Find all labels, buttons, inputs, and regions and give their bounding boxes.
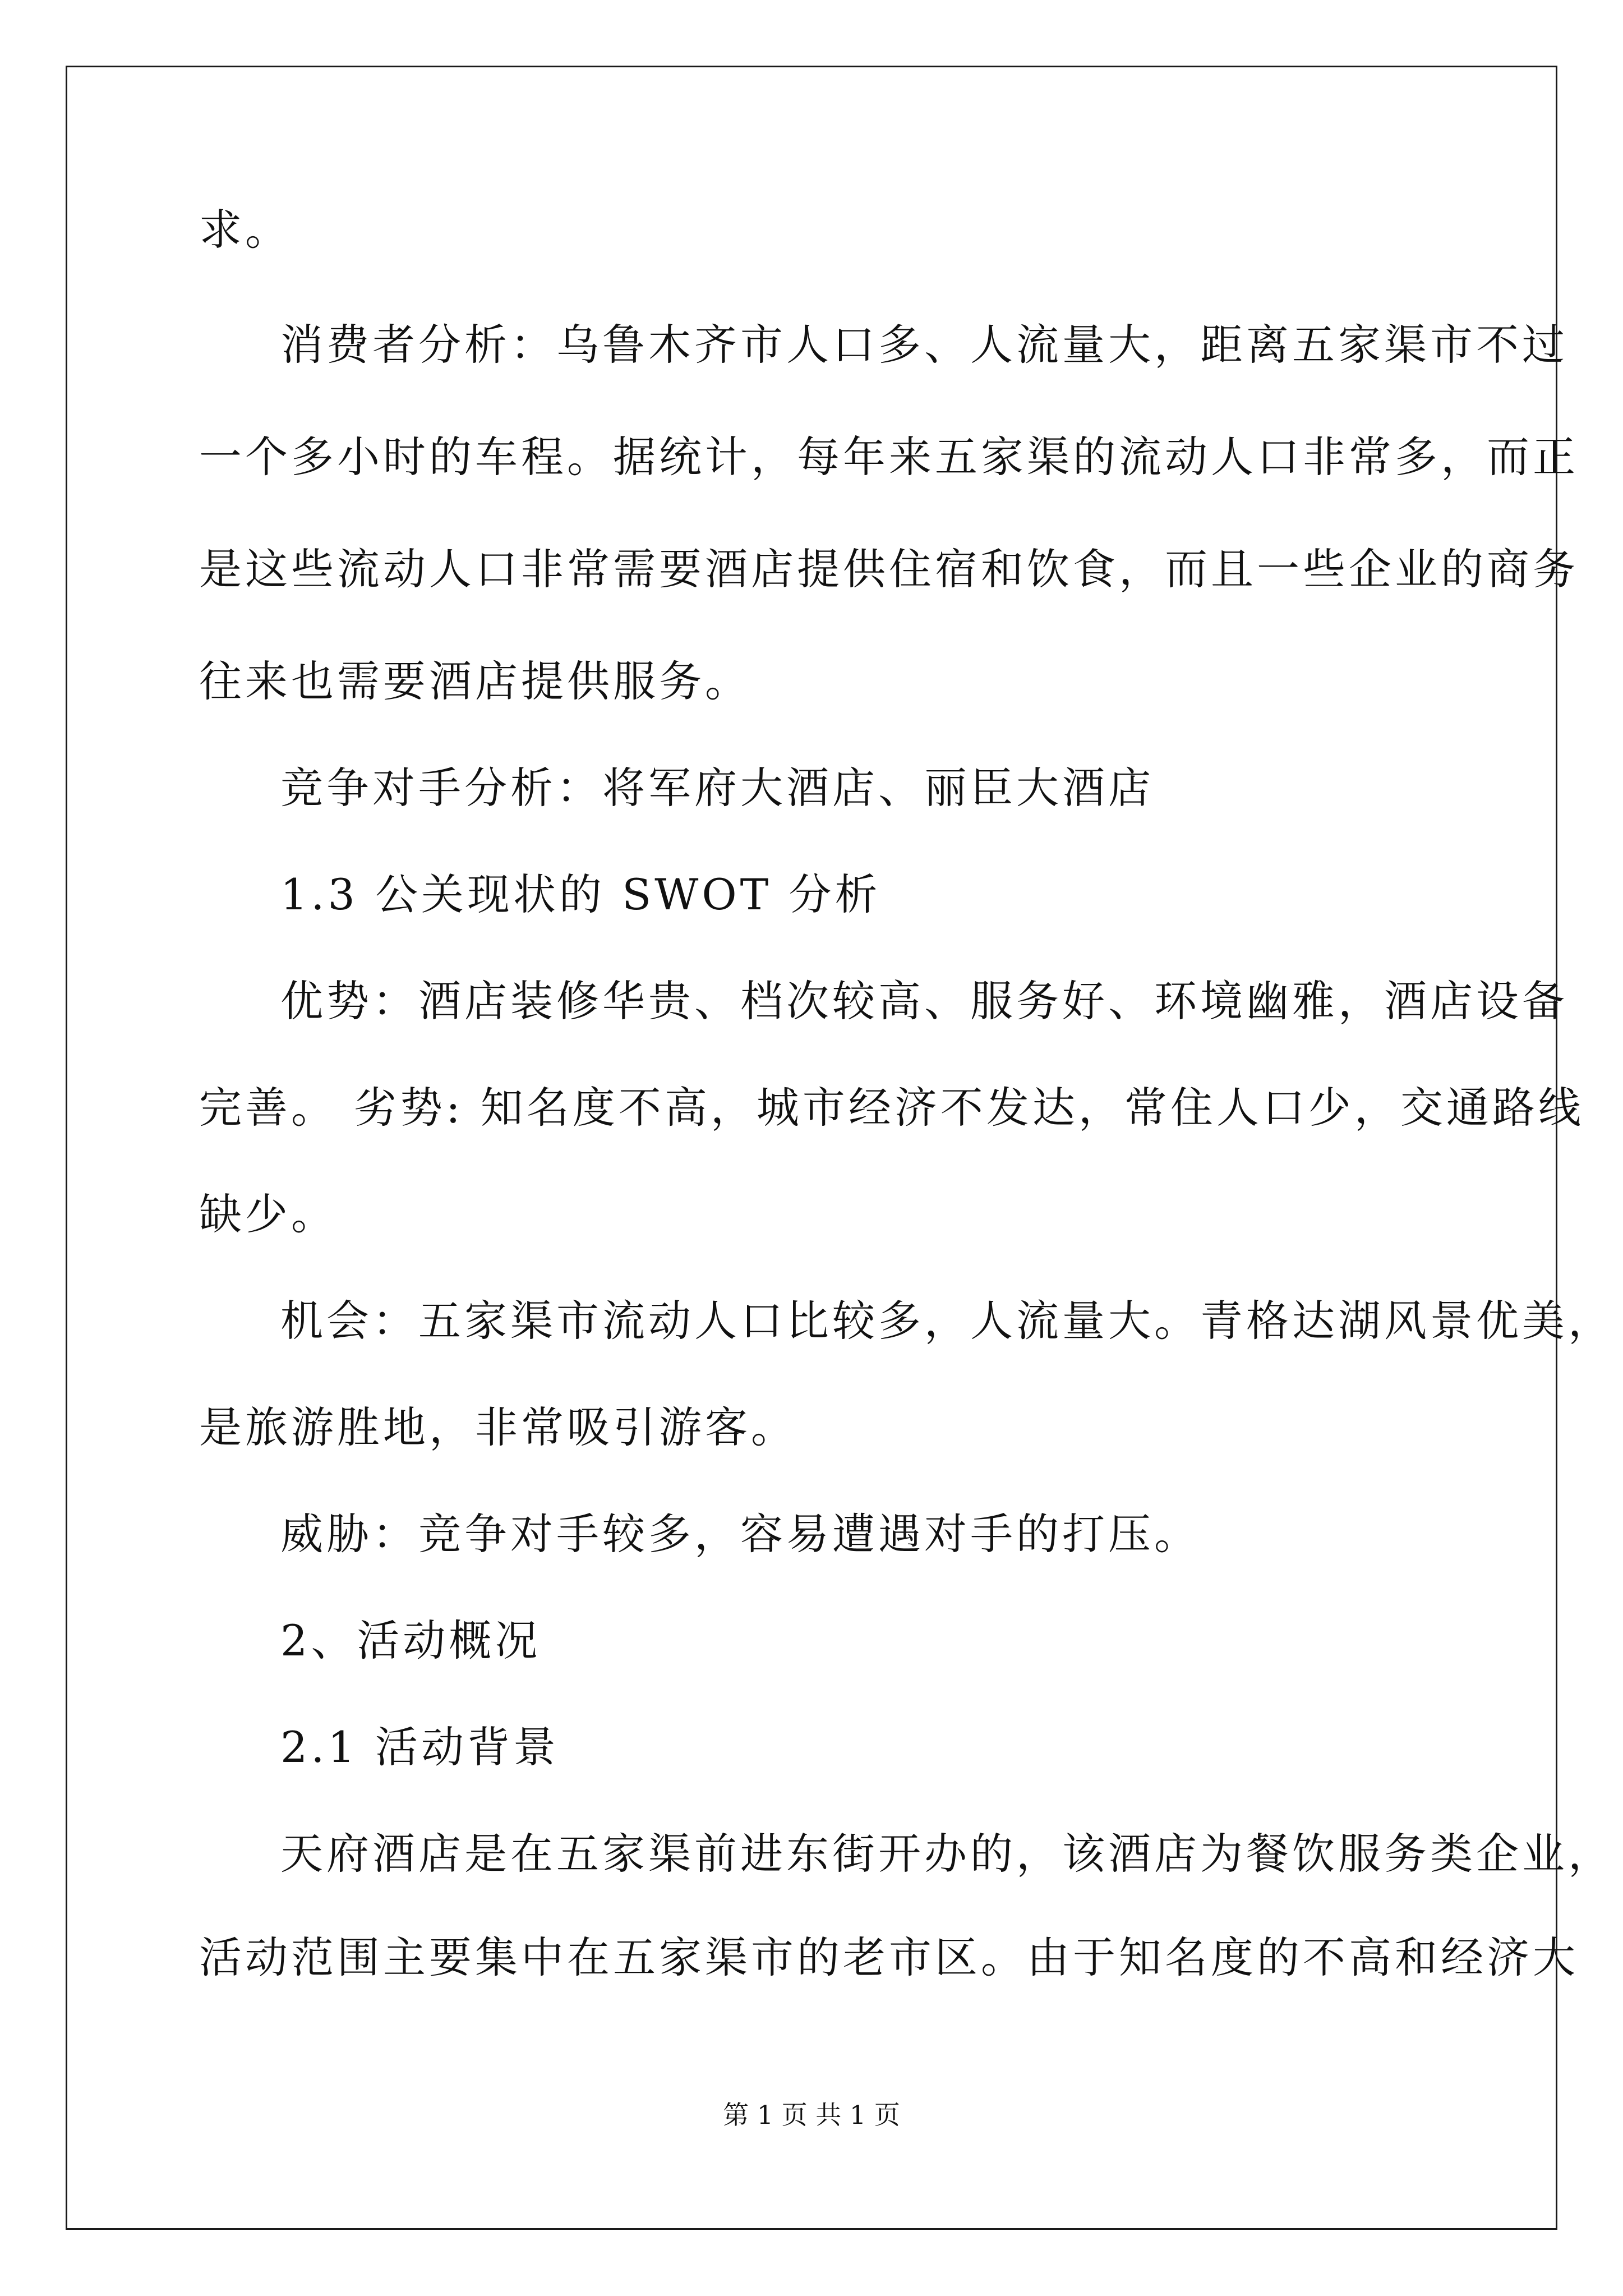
section-heading: 2、活动概况 [280,1616,541,1665]
text-line: 是这些流动人口非常需要酒店提供住宿和饮食，而且一些企业的商务 [199,544,1579,594]
text-line: 活动范围主要集中在五家渠市的老市区。由于知名度的不高和经济大 [199,1932,1579,1982]
text-line: 威胁：竞争对手较多，容易遭遇对手的打压。 [280,1509,1200,1559]
text-line: 消费者分析：乌鲁木齐市人口多、人流量大，距离五家渠市不过 [280,320,1568,370]
text-line: 优势：酒店装修华贵、档次较高、服务好、环境幽雅，酒店设备 [280,976,1568,1026]
section-heading: 1.3 公关现状的 SWOT 分析 [280,869,881,919]
page-footer: 第 1 页 共 1 页 [723,2100,900,2130]
text-line: 是旅游胜地，非常吸引游客。 [199,1402,797,1452]
text-line: 机会：五家渠市流动人口比较多，人流量大。青格达湖风景优美， [280,1296,1614,1346]
text-line: 一个多小时的车程。据统计，每年来五家渠的流动人口非常多，而正 [199,432,1579,482]
text-line: 求。 [199,205,291,255]
text-line: 竞争对手分析：将军府大酒店、丽臣大酒店 [280,763,1154,813]
text-line: 完善。 劣势: 知名度不高，城市经济不发达，常住人口少，交通路线 [199,1083,1584,1133]
page-border [66,66,1557,2230]
text-line: 往来也需要酒店提供服务。 [199,656,751,706]
text-line: 天府酒店是在五家渠前进东街开办的，该酒店为餐饮服务类企业， [280,1829,1614,1879]
section-heading: 2.1 活动背景 [280,1722,560,1772]
text-line: 缺少。 [199,1189,337,1239]
